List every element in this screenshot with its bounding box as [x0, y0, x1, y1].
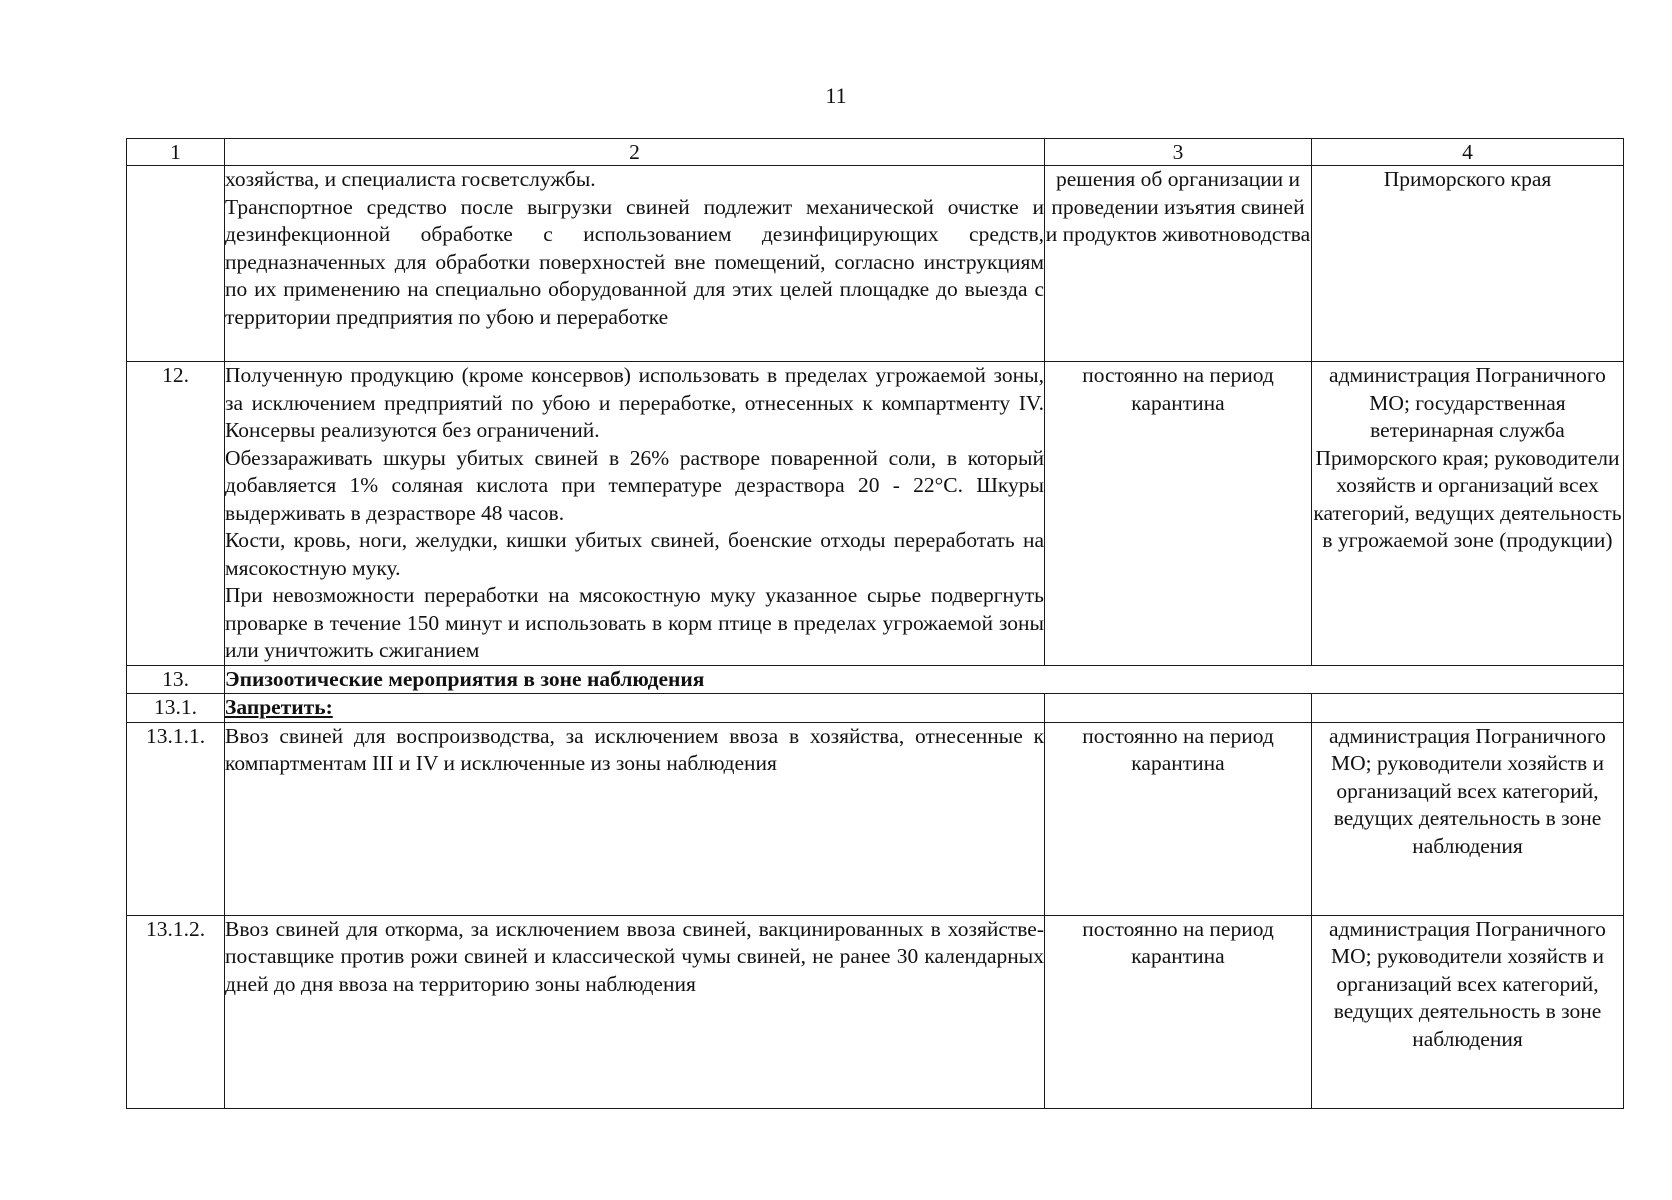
- subsection-title-cell: [225, 694, 1045, 723]
- table-row-12: [127, 362, 1624, 666]
- measure-text: [225, 722, 1045, 915]
- measure-text: [225, 166, 1045, 362]
- deadline-text: постоянно на период карантина: [1082, 363, 1274, 415]
- measures-table: [126, 138, 1624, 1109]
- responsible-cell: [1312, 362, 1624, 666]
- row-number: 13.1.2.: [127, 915, 225, 1108]
- table-row-13: [127, 665, 1624, 694]
- measure-paragraph: При невозможности переработки на мясокостную муку указанное сырье подвергнуть проварке в течение 150 минут и использовать в корм птице в пределах угрожаемой зоны или уничтожить сжиганием: [225, 583, 1044, 662]
- header-col-2: 2: [225, 139, 1045, 166]
- header-col-4: 4: [1312, 139, 1624, 166]
- deadline-text: решения об организации и проведении изъятия свиней и продуктов животноводства: [1045, 167, 1311, 246]
- measure-paragraph: Кости, кровь, ноги, желудки, кишки убитых свиней, боенские отходы переработать на мясокостную муку.: [225, 528, 1044, 580]
- row-number: [127, 166, 225, 362]
- table-header-row: [127, 139, 1624, 166]
- measure-paragraph: Ввоз свиней для откорма, за исключением ввоза свиней, вакцинированных в хозяйстве-поставщике против рожи свиней и классической чумы свиней, не ранее 30 календарных дней до дня ввоза на территорию зоны наблюдения: [225, 916, 1044, 996]
- deadline-cell: [1045, 166, 1312, 362]
- responsible-cell: [1312, 166, 1624, 362]
- section-title: Эпизоотические мероприятия в зоне наблюдения: [225, 665, 1624, 694]
- page-number: 11: [825, 83, 847, 108]
- table-row-13-1-2: [127, 915, 1624, 1108]
- responsible-cell: [1312, 722, 1624, 915]
- header-col-1: 1: [127, 139, 225, 166]
- table-row-13-1-1: [127, 722, 1624, 915]
- subsection-title: Запретить:: [225, 695, 333, 719]
- measure-text: [225, 915, 1045, 1108]
- measure-paragraph: Ввоз свиней для воспроизводства, за исключением ввоза в хозяйства, отнесенные к компартментам III и IV и исключенные из зоны наблюдения: [225, 723, 1044, 775]
- deadline-cell: [1045, 362, 1312, 666]
- row-number: 13.: [127, 665, 225, 694]
- deadline-cell: [1045, 722, 1312, 915]
- deadline-text: постоянно на период карантина: [1082, 916, 1274, 968]
- responsible-text: администрация Пограничного МО; руководители хозяйств и организаций всех категорий, ведущих деятельность в зоне наблюдения: [1329, 916, 1606, 1051]
- row-number: 12.: [127, 362, 225, 666]
- row-number: 13.1.1.: [127, 722, 225, 915]
- responsible-text: администрация Пограничного МО; государственная ветеринарная служба Приморского края; руководители хозяйств и организаций всех категорий, ведущих деятельность в угрожаемой зоне (продукции): [1313, 363, 1622, 552]
- deadline-text: постоянно на период карантина: [1082, 723, 1274, 775]
- header-col-3: 3: [1045, 139, 1312, 166]
- row-number: 13.1.: [127, 694, 225, 723]
- responsible-text: Приморского края: [1383, 167, 1552, 191]
- measure-paragraph: Полученную продукцию (кроме консервов) использовать в пределах угрожаемой зоны, за исключением предприятий по убою и переработке, отнесенных к компартменту IV. Консервы реализуются без ограничений.: [225, 363, 1044, 442]
- empty-cell: [1045, 694, 1312, 723]
- table-row-continued: [127, 166, 1624, 362]
- deadline-cell: [1045, 915, 1312, 1108]
- measure-text: [225, 362, 1045, 666]
- measure-paragraph: Транспортное средство после выгрузки свиней подлежит механической очистке и дезинфекционной обработке с использованием дезинфицирующих средств, предназначенных для обработки поверхностей вне помещений, согласно инструкциям по их применению на специально оборудованной для этих целей площадке до выезда с территории предприятия по убою и переработке: [225, 194, 1044, 329]
- empty-cell: [1312, 694, 1624, 723]
- measure-paragraph: хозяйства, и специалиста госветслужбы.: [225, 167, 596, 191]
- table-row-13-1: [127, 694, 1624, 723]
- responsible-cell: [1312, 915, 1624, 1108]
- responsible-text: администрация Пограничного МО; руководители хозяйств и организаций всех категорий, ведущих деятельность в зоне наблюдения: [1329, 723, 1606, 858]
- measure-paragraph: Обеззараживать шкуры убитых свиней в 26% растворе поваренной соли, в который добавляется 1% соляная кислота при температуре дезраствора 20 - 22°С. Шкуры выдерживать в дезрастворе 48 часов.: [225, 445, 1044, 525]
